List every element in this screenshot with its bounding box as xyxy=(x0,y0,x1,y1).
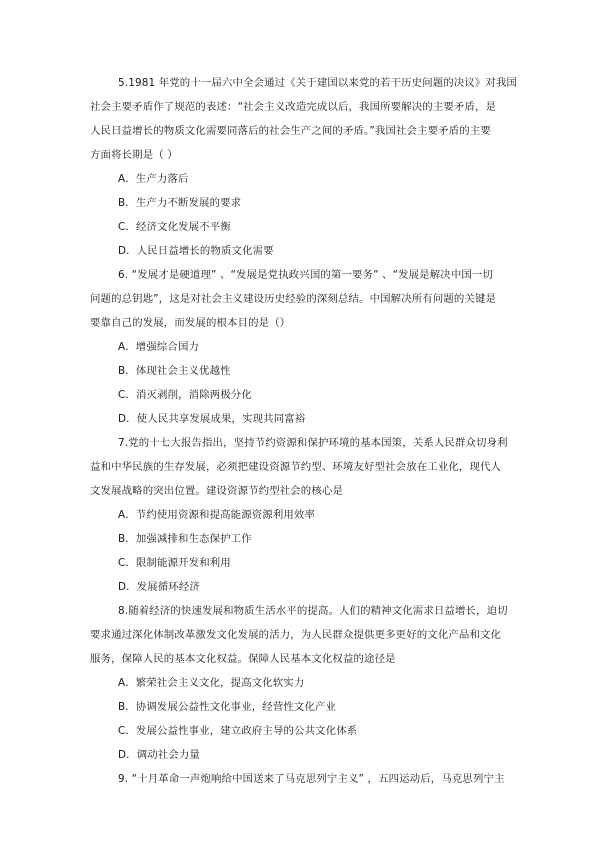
question-9-line-1: 9. “十月革命一声炮响给中国送来了马克思列宁主义” ，五四运动后，马克思列宁主 xyxy=(118,773,505,785)
question-7-option-d: D．发展循环经济 xyxy=(118,581,200,593)
question-6-option-c: C．消灭剥削，消除两极分化 xyxy=(118,389,252,401)
question-6-line-2: 问题的总钥匙”，这是对社会主义建设历史经验的深刻总结。中国解决所有问题的关键是 xyxy=(90,293,497,305)
question-5-line-4: 方面将长期是（ ） xyxy=(90,149,178,161)
question-6-option-d: D．使人民共享发展成果，实现共同富裕 xyxy=(118,413,306,425)
question-5-option-c: C．经济文化发展不平衡 xyxy=(118,221,231,233)
question-7-line-2: 益和中华民族的生存发展，必须把建设资源节约型、环境友好型社会放在工业化，现代人 xyxy=(90,461,502,473)
question-8-line-1: 8.随着经济的快速发展和物质生活水平的提高。人们的精神文化需求日益增长，迫切 xyxy=(118,605,508,617)
question-5-option-a: A．生产力落后 xyxy=(118,173,189,185)
question-6-line-3: 要靠自己的发展，而发展的根本目的是（） xyxy=(90,317,291,329)
question-5-line-1: 5.1981 年党的十一届六中全会通过《关于建国以来党的若干历史问题的决议》对我国 xyxy=(118,77,518,89)
question-6-option-b: B．体现社会主义优越性 xyxy=(118,365,231,377)
question-7-option-a: A．节约使用资源和提高能源资源利用效率 xyxy=(118,509,315,521)
question-8-line-2: 要求通过深化体制改革激发文化发展的活力，为人民群众提供更多更好的文化产品和文化 xyxy=(90,629,502,641)
question-5-line-3: 人民日益增长的物质文化需要同落后的社会生产之间的矛盾。”我国社会主要矛盾的主要 xyxy=(90,125,491,137)
question-8-line-3: 服务，保障人民的基本文化权益。保障人民基本文化权益的途径是 xyxy=(90,653,396,665)
question-8-option-d: D．调动社会力量 xyxy=(118,749,200,761)
question-8-option-b: B．协调发展公益性文化事业，经营性文化产业 xyxy=(118,701,337,713)
question-7-option-b: B．加强减排和生态保护工作 xyxy=(118,533,252,545)
question-5-option-b: B．生产力不断发展的要求 xyxy=(118,197,242,209)
question-6-line-1: 6. “发展才是硬道理” 、“发展是党执政兴国的第一要务” 、“发展是解决中国一切 xyxy=(118,269,493,281)
question-5-line-2: 社会主要矛盾作了规范的表述：“社会主义改造完成以后，我国所要解决的主要矛盾，是 xyxy=(90,101,497,113)
question-6-option-a: A．增强综合国力 xyxy=(118,341,200,353)
question-8-option-a: A．繁荣社会主义文化，提高文化软实力 xyxy=(118,677,305,689)
question-8-option-c: C．发展公益性事业，建立政府主导的公共文化体系 xyxy=(118,725,358,737)
question-7-line-3: 文发展战略的突出位置。建设资源节约型社会的核心是 xyxy=(90,485,343,497)
question-7-line-1: 7.党的十七大报告指出，坚持节约资源和保护环境的基本国策，关系人民群众切身利 xyxy=(118,437,508,449)
question-7-option-c: C．限制能源开发和利用 xyxy=(118,557,231,569)
question-5-option-d: D．人民日益增长的物质文化需要 xyxy=(118,245,274,257)
